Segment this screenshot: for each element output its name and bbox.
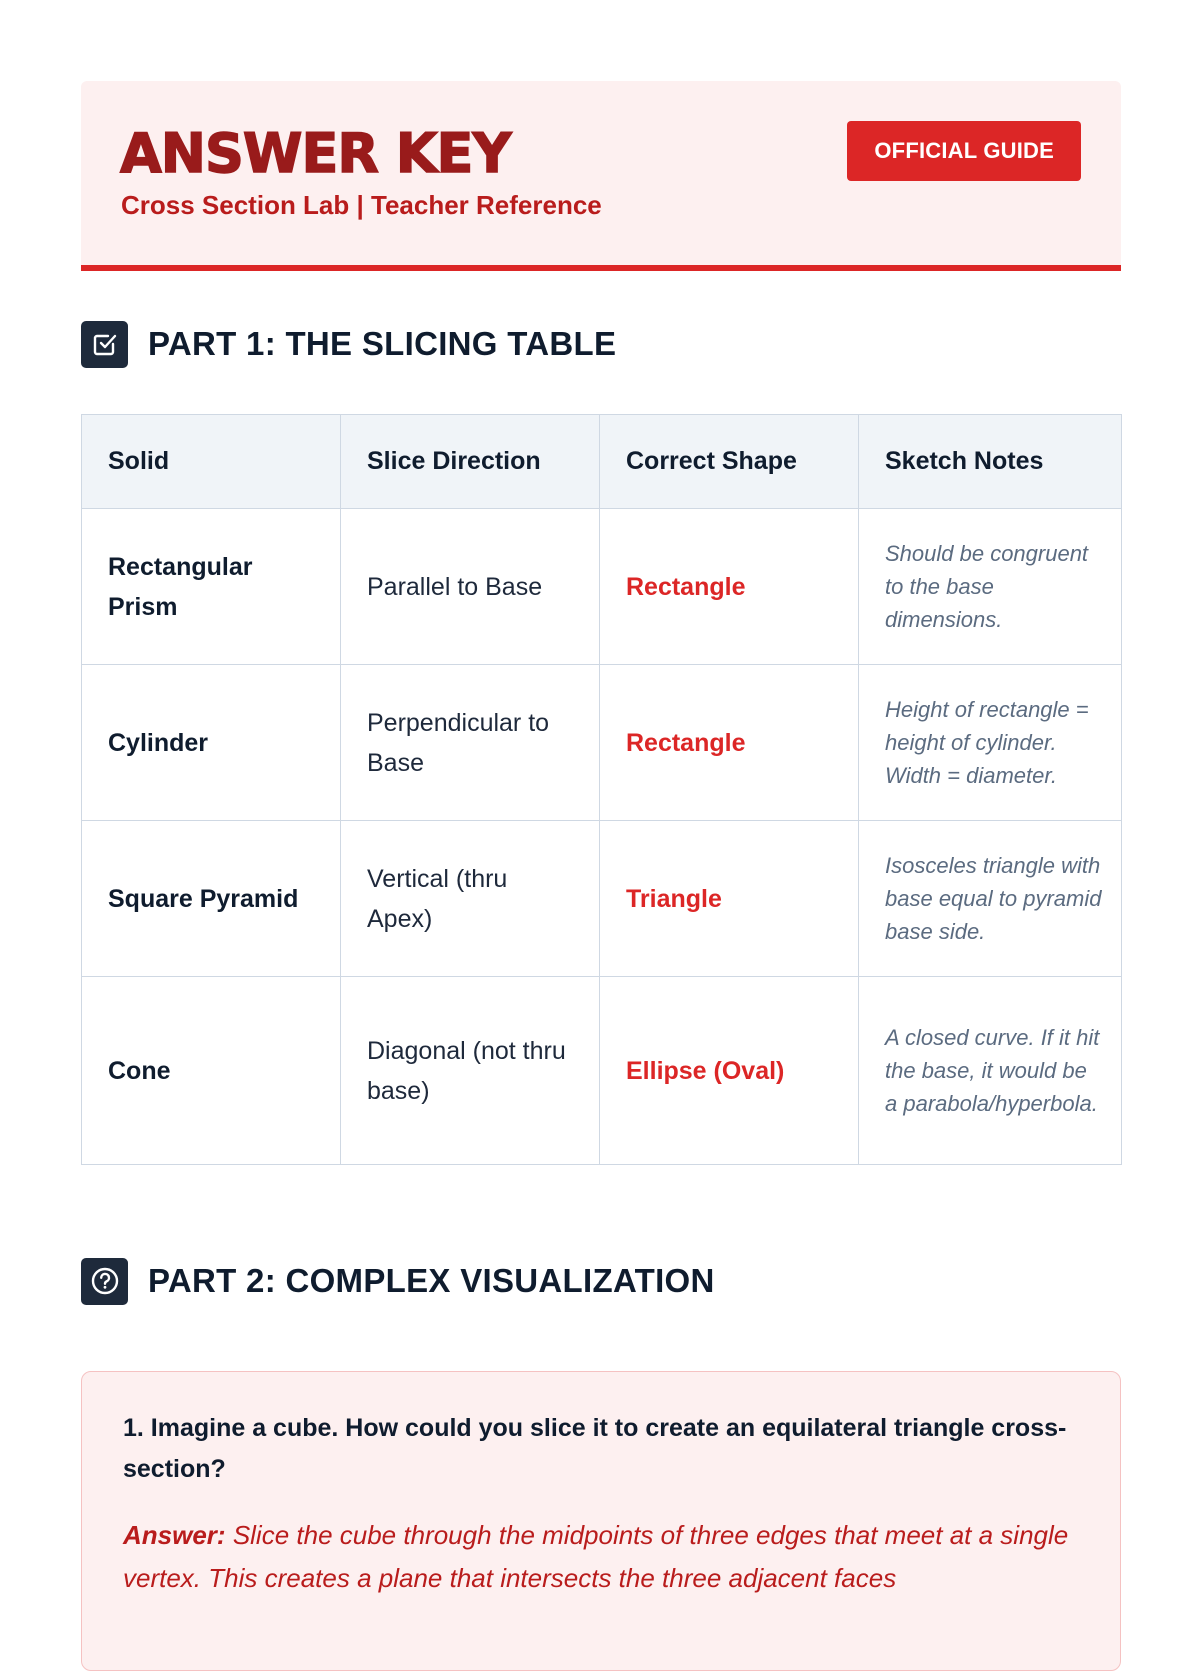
answer-body: Slice the cube through the midpoints of three edges that meet at a single vertex. This creates a plane that intersects the three adjacent faces	[123, 1520, 1069, 1593]
table-row	[82, 821, 1122, 977]
question-circle-icon	[81, 1258, 128, 1305]
page-title: ANSWER KEY	[120, 122, 511, 185]
answer-key-page	[81, 81, 1121, 1593]
solid-cell: Rectangular Prism	[82, 509, 341, 665]
answer-label: Answer:	[123, 1520, 226, 1550]
correct-shape-cell: Ellipse (Oval)	[600, 977, 859, 1165]
part1-heading	[81, 320, 616, 368]
page-subtitle: Cross Section Lab | Teacher Reference	[121, 190, 602, 220]
column-header-correct-shape: Correct Shape	[600, 415, 859, 509]
correct-shape-cell: Triangle	[600, 821, 859, 977]
sketch-notes-cell: Should be congruent to the base dimensions.	[859, 509, 1122, 665]
slicing-table	[81, 414, 1121, 1165]
sketch-notes-cell: A closed curve. If it hit the base, it would be a parabola/hyperbola.	[859, 977, 1122, 1165]
table-row	[82, 977, 1122, 1165]
correct-shape-cell: Rectangle	[600, 665, 859, 821]
sketch-notes-cell: Height of rectangle = height of cylinder. Width = diameter.	[859, 665, 1122, 821]
slice-direction-cell: Vertical (thru Apex)	[341, 821, 600, 977]
slice-direction-cell: Parallel to Base	[341, 509, 600, 665]
question-card	[81, 1371, 1121, 1671]
sketch-notes-cell: Isosceles triangle with base equal to pyramid base side.	[859, 821, 1122, 977]
column-header-solid: Solid	[82, 415, 341, 509]
slice-direction-cell: Perpendicular to Base	[341, 665, 600, 821]
part2-heading	[81, 1257, 715, 1305]
solid-cell: Cylinder	[82, 665, 341, 821]
table-row	[82, 509, 1122, 665]
checkbox-icon	[81, 321, 128, 368]
question-text: 1. Imagine a cube. How could you slice it to create an equilateral triangle cross-section?	[123, 1414, 1067, 1483]
part1-title: PART 1: THE SLICING TABLE	[148, 325, 617, 362]
solid-cell: Square Pyramid	[82, 821, 341, 977]
part2-title: PART 2: COMPLEX VISUALIZATION	[148, 1262, 715, 1299]
answer-text	[123, 1514, 1080, 1600]
official-guide-badge: OFFICIAL GUIDE	[847, 121, 1081, 181]
solid-cell: Cone	[82, 977, 341, 1165]
column-header-slice-direction: Slice Direction	[341, 415, 600, 509]
slice-direction-cell: Diagonal (not thru base)	[341, 977, 600, 1165]
header-banner	[81, 81, 1121, 271]
table-row	[82, 665, 1122, 821]
table-header-row	[82, 415, 1122, 509]
correct-shape-cell: Rectangle	[600, 509, 859, 665]
column-header-sketch-notes: Sketch Notes	[859, 415, 1122, 509]
